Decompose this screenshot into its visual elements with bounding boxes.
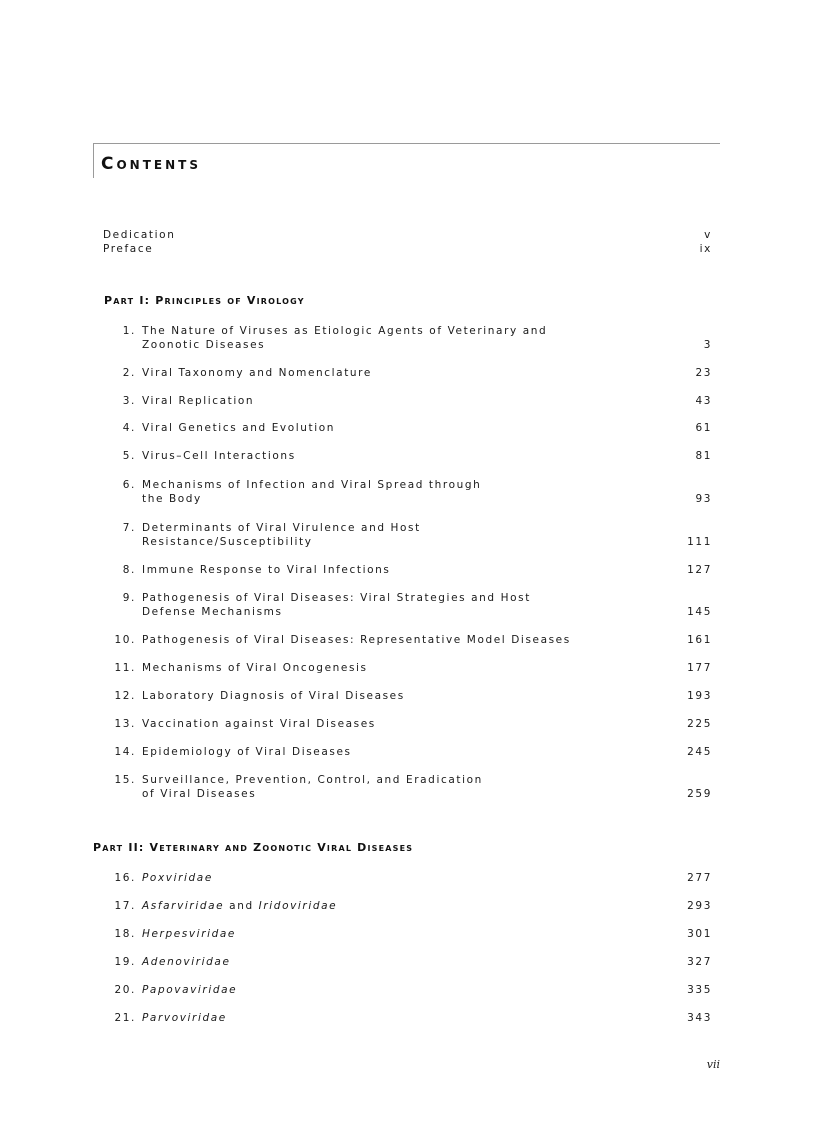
toc-entry-page: 177 — [687, 662, 712, 674]
toc-entry-chapter-21[interactable] — [110, 1012, 227, 1024]
toc-entry-page: 335 — [687, 984, 712, 996]
chapter-title: Pathogenesis of Viral Diseases: Representative Model Diseases — [142, 634, 571, 646]
header-rule-vertical — [93, 143, 94, 178]
chapter-title: Parvoviridae — [142, 1012, 227, 1024]
toc-entry-chapter-8[interactable] — [110, 564, 390, 576]
toc-entry-chapter-11[interactable] — [110, 662, 368, 674]
chapter-number: 5. — [122, 450, 136, 462]
header-rule — [93, 143, 720, 144]
chapter-number: 6. — [122, 479, 136, 491]
toc-entry-chapter-14[interactable] — [110, 746, 352, 758]
toc-entry-page: v — [704, 229, 712, 241]
chapter-title-cont: Zoonotic Diseases — [142, 339, 266, 351]
chapter-title: Adenoviridae — [142, 956, 231, 968]
toc-entry-chapter-7[interactable] — [110, 522, 421, 534]
toc-entry-chapter-12[interactable] — [110, 690, 405, 702]
chapter-title: Epidemiology of Viral Diseases — [142, 746, 352, 758]
chapter-title: The Nature of Viruses as Etiologic Agents of Veterinary and — [142, 325, 548, 337]
toc-entry-preface[interactable] — [103, 243, 153, 255]
toc-entry-page: 193 — [687, 690, 712, 702]
toc-entry-page: 259 — [687, 788, 712, 800]
chapter-number: 2. — [122, 367, 136, 379]
toc-entry-page: 327 — [687, 956, 712, 968]
chapter-number: 11. — [114, 662, 136, 674]
toc-entry-chapter-1-cont — [110, 339, 265, 351]
toc-entry-page: 293 — [687, 900, 712, 912]
chapter-title: Papovaviridae — [142, 984, 238, 996]
chapter-number: 14. — [114, 746, 136, 758]
toc-entry-page: 61 — [695, 422, 712, 434]
chapter-title: Surveillance, Prevention, Control, and Eradication — [142, 774, 483, 786]
chapter-title: Immune Response to Viral Infections — [142, 564, 391, 576]
chapter-number: 7. — [122, 522, 136, 534]
toc-entry-page: 301 — [687, 928, 712, 940]
toc-entry-page: 3 — [703, 339, 712, 351]
chapter-number: 3. — [122, 395, 136, 407]
toc-entry-chapter-4[interactable] — [110, 422, 335, 434]
toc-entry-chapter-9-cont — [110, 606, 283, 618]
page-title: Contents — [101, 154, 201, 174]
toc-entry-chapter-16[interactable] — [110, 872, 213, 884]
chapter-title-joiner: and — [224, 900, 259, 912]
chapter-title: Mechanisms of Infection and Viral Spread through — [142, 479, 482, 491]
chapter-number: 19. — [114, 956, 136, 968]
chapter-number: 8. — [122, 564, 136, 576]
chapter-number: 17. — [114, 900, 136, 912]
toc-entry-page: 225 — [687, 718, 712, 730]
part-heading: Part II: Veterinary and Zoonotic Viral Diseases — [93, 841, 414, 854]
toc-entry-page: 277 — [687, 872, 712, 884]
toc-entry-chapter-13[interactable] — [110, 718, 376, 730]
toc-entry-title: Preface — [103, 243, 154, 255]
toc-entry-chapter-2[interactable] — [110, 367, 372, 379]
toc-entry-chapter-10[interactable] — [110, 634, 571, 646]
chapter-title-cont: Defense Mechanisms — [142, 606, 283, 618]
chapter-title-part: Iridoviridae — [258, 900, 338, 912]
chapter-title-cont: Resistance/Susceptibility — [142, 536, 313, 548]
toc-entry-page: 343 — [687, 1012, 712, 1024]
chapter-title: Poxviridae — [142, 872, 213, 884]
toc-entry-page: 111 — [687, 536, 712, 548]
toc-entry-chapter-7-cont — [110, 536, 313, 548]
chapter-title: Mechanisms of Viral Oncogenesis — [142, 662, 368, 674]
chapter-title: Laboratory Diagnosis of Viral Diseases — [142, 690, 405, 702]
toc-entry-page: 161 — [687, 634, 712, 646]
chapter-title-part: Asfarviridae — [142, 900, 225, 912]
toc-entry-page: 81 — [695, 450, 712, 462]
chapter-title: Determinants of Viral Virulence and Host — [142, 522, 421, 534]
toc-entry-chapter-3[interactable] — [110, 395, 254, 407]
part-heading: Part I: Principles of Virology — [104, 294, 305, 307]
toc-entry-chapter-5[interactable] — [110, 450, 296, 462]
toc-entry-chapter-19[interactable] — [110, 956, 231, 968]
toc-entry-page: 23 — [695, 367, 712, 379]
chapter-title: Viral Replication — [142, 395, 255, 407]
chapter-title: Vaccination against Viral Diseases — [142, 718, 376, 730]
toc-entry-chapter-9[interactable] — [110, 592, 531, 604]
page-folio: vii — [706, 1058, 720, 1071]
chapter-number: 12. — [114, 690, 136, 702]
chapter-title-cont: of Viral Diseases — [142, 788, 257, 800]
chapter-number: 13. — [114, 718, 136, 730]
toc-entry-page: 245 — [687, 746, 712, 758]
toc-entry-chapter-17[interactable] — [110, 900, 337, 912]
chapter-title: Pathogenesis of Viral Diseases: Viral Strategies and Host — [142, 592, 531, 604]
toc-entry-chapter-20[interactable] — [110, 984, 237, 996]
chapter-title: Viral Genetics and Evolution — [142, 422, 336, 434]
toc-entry-page: 145 — [687, 606, 712, 618]
chapter-number: 18. — [114, 928, 136, 940]
toc-entry-chapter-6-cont — [110, 493, 202, 505]
chapter-number: 1. — [122, 325, 136, 337]
toc-entry-page: 43 — [695, 395, 712, 407]
chapter-title: Viral Taxonomy and Nomenclature — [142, 367, 372, 379]
toc-entry-page: 93 — [695, 493, 712, 505]
chapter-number: 16. — [114, 872, 136, 884]
chapter-title: Herpesviridae — [142, 928, 236, 940]
chapter-number: 4. — [122, 422, 136, 434]
toc-entry-chapter-15[interactable] — [110, 774, 483, 786]
toc-entry-chapter-18[interactable] — [110, 928, 236, 940]
chapter-title-cont: the Body — [142, 493, 202, 505]
toc-entry-page: 127 — [687, 564, 712, 576]
chapter-number: 20. — [114, 984, 136, 996]
toc-entry-title: Dedication — [103, 229, 176, 241]
chapter-number: 15. — [114, 774, 136, 786]
toc-entry-chapter-15-cont — [110, 788, 256, 800]
chapter-number: 10. — [114, 634, 136, 646]
toc-entry-page: ix — [699, 243, 712, 255]
toc-entry-chapter-6[interactable] — [110, 479, 481, 491]
chapter-title: Virus–Cell Interactions — [142, 450, 296, 462]
chapter-number: 21. — [114, 1012, 136, 1024]
toc-entry-dedication[interactable] — [103, 229, 175, 241]
toc-entry-chapter-1[interactable] — [110, 325, 547, 337]
chapter-number: 9. — [122, 592, 136, 604]
